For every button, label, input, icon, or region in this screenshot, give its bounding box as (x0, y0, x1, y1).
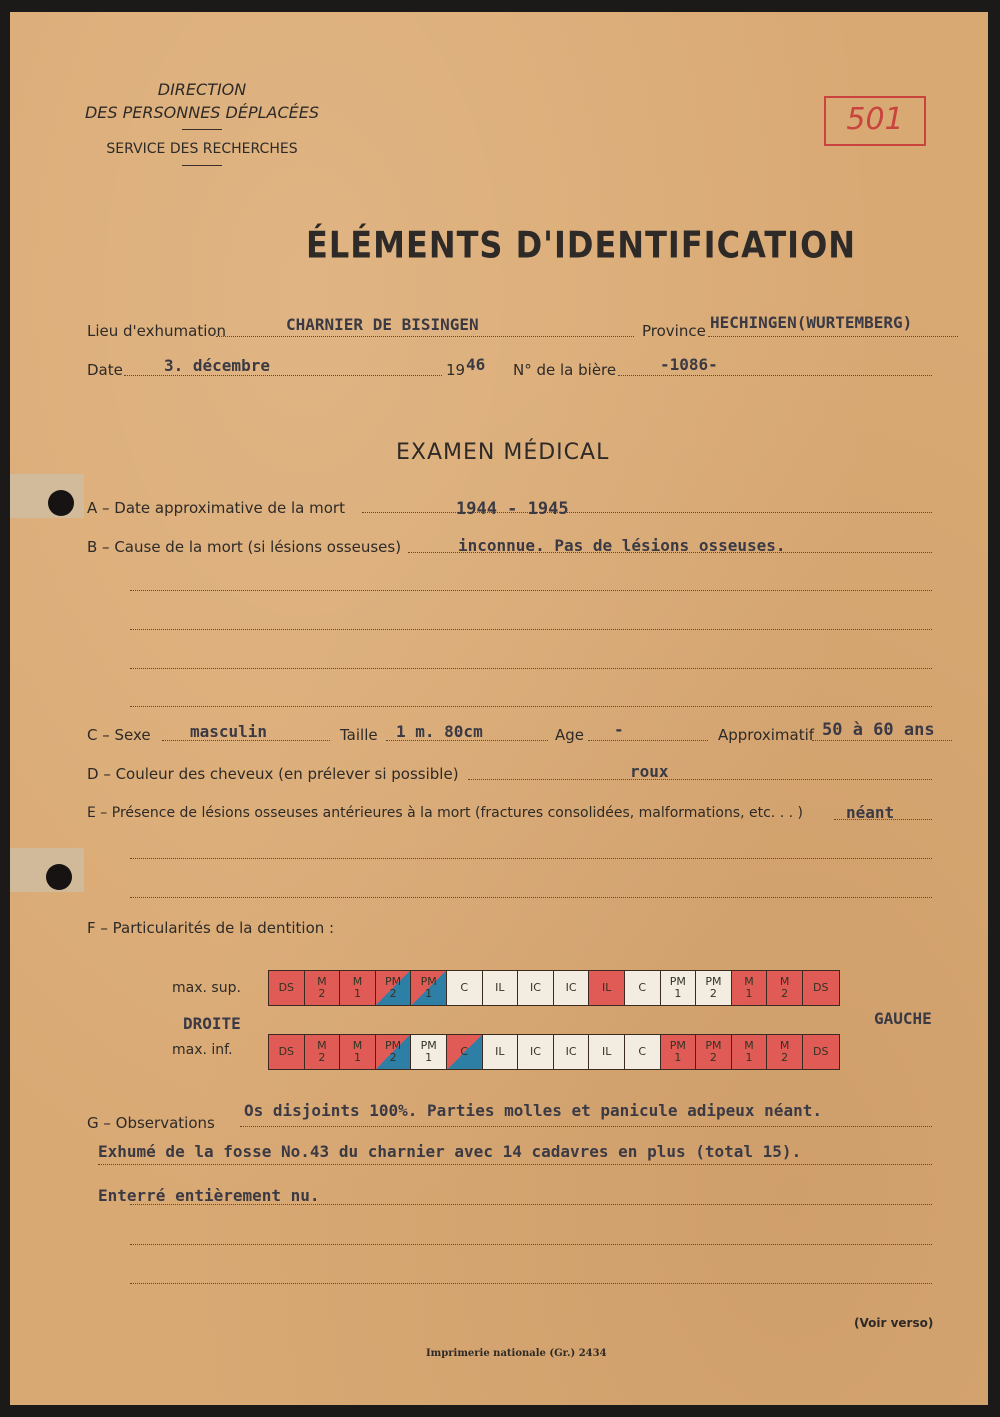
exam-d-label: D – Couleur des cheveux (en prélever si possible) (87, 765, 459, 783)
lower-tooth (376, 1035, 412, 1069)
approx-label: Approximatif (718, 726, 815, 744)
lower-tooth (661, 1035, 697, 1069)
observations-line1: Os disjoints 100%. Parties molles et panicule adipeux néant. (244, 1101, 822, 1120)
tooth-number: 1 (425, 1051, 433, 1064)
lower-tooth (625, 1035, 661, 1069)
taille-value: 1 m. 80cm (396, 722, 483, 741)
exam-e-value: néant (846, 803, 895, 822)
date-value: 3. décembre (164, 356, 270, 375)
age-value: - (614, 720, 624, 739)
exam-c-value: masculin (190, 722, 268, 741)
tooth-label: IC (565, 981, 577, 994)
lower-tooth (340, 1035, 376, 1069)
upper-tooth (554, 971, 590, 1005)
tooth-label: DS (812, 981, 829, 994)
upper-jaw-label: max. sup. (172, 980, 241, 996)
observations-line3: Enterré entièrement nu. (98, 1186, 320, 1205)
header-service: SERVICE DES RECHERCHES (106, 141, 298, 157)
exam-a-label: A – Date approximative de la mort (87, 499, 345, 517)
tooth-number: 1 (745, 987, 753, 1000)
tooth-label: C (460, 981, 469, 994)
lower-tooth (447, 1035, 483, 1069)
exam-b-label: B – Cause de la mort (si lésions osseuses) (87, 538, 402, 556)
punch-hole (48, 490, 74, 516)
upper-tooth (661, 971, 697, 1005)
tooth-label: PM (705, 975, 722, 988)
observations-line2: Exhumé de la fosse No.43 du charnier avec 14 cadavres en plus (total 15). (98, 1142, 802, 1161)
upper-tooth (767, 971, 803, 1005)
age-label: Age (555, 726, 585, 744)
tooth-label: M (744, 975, 754, 988)
tooth-label: M (352, 975, 363, 988)
tooth-label: IC (565, 1045, 577, 1058)
lower-tooth (483, 1035, 519, 1069)
tooth-label: PM (669, 975, 686, 988)
tooth-number: 1 (674, 987, 682, 1000)
upper-tooth (376, 971, 412, 1005)
year-value: 46 (466, 355, 486, 374)
droite-label: DROITE (183, 1014, 241, 1033)
lower-tooth (732, 1035, 768, 1069)
tooth-label: M (779, 975, 790, 988)
taille-label: Taille (340, 726, 378, 744)
upper-tooth (732, 971, 768, 1005)
tooth-label: IL (601, 1045, 612, 1058)
lower-tooth (518, 1035, 554, 1069)
exam-title: EXAMEN MÉDICAL (396, 440, 610, 465)
upper-tooth (625, 971, 661, 1005)
date-label: Date (87, 361, 123, 379)
exam-d-value: roux (630, 762, 669, 781)
exam-c-label: C – Sexe (87, 726, 151, 744)
upper-tooth (269, 971, 305, 1005)
tooth-label: IC (529, 1045, 541, 1058)
approx-value: 50 à 60 ans (822, 720, 935, 740)
lieu-value: CHARNIER DE BISINGEN (286, 315, 479, 334)
exam-b-value: inconnue. Pas de lésions osseuses. (458, 536, 786, 555)
tooth-label: C (460, 1045, 469, 1058)
tooth-number: 1 (745, 1051, 753, 1064)
header-direction: DIRECTION (157, 80, 247, 99)
tooth-label: DS (278, 1045, 295, 1058)
upper-tooth (447, 971, 483, 1005)
paper-tear (10, 474, 84, 518)
year-prefix: 19 (446, 361, 466, 379)
tooth-label: PM (385, 1039, 402, 1052)
observations-label: G – Observations (87, 1114, 215, 1132)
tooth-label: DS (278, 981, 295, 994)
lower-teeth-chart (268, 1034, 840, 1070)
tooth-label: IL (495, 1045, 505, 1058)
biere-value: -1086- (660, 355, 718, 374)
tooth-label: DS (812, 1045, 829, 1058)
biere-label: N° de la bière (513, 361, 617, 379)
tooth-number: 2 (389, 987, 397, 1000)
identification-form (10, 12, 988, 1405)
lower-tooth (696, 1035, 732, 1069)
punch-hole (46, 864, 72, 890)
province-value: HECHINGEN(WURTEMBERG) (710, 313, 913, 332)
imprimerie-footer: Imprimerie nationale (Gr.) 2434 (426, 1348, 607, 1359)
tooth-number: 2 (389, 1051, 397, 1064)
lower-tooth (589, 1035, 625, 1069)
tooth-number: 2 (709, 1051, 717, 1064)
tooth-number: 2 (781, 1051, 789, 1064)
upper-tooth (518, 971, 554, 1005)
tooth-label: M (317, 975, 327, 988)
lower-tooth (411, 1035, 447, 1069)
tooth-number: 2 (318, 987, 326, 1000)
tooth-number: 1 (674, 1051, 682, 1064)
tooth-label: PM (420, 975, 437, 988)
lower-tooth (269, 1035, 305, 1069)
tooth-number: 1 (425, 987, 433, 1000)
lower-tooth (803, 1035, 839, 1069)
tooth-label: M (352, 1039, 363, 1052)
tooth-number: 1 (353, 1051, 361, 1064)
upper-tooth (340, 971, 376, 1005)
exam-e-label: E – Présence de lésions osseuses antérieures à la mort (fractures consolidées, malformations, etc. . . ) (87, 805, 803, 821)
record-number-stamp: 501 (824, 96, 926, 146)
tooth-label: PM (705, 1039, 722, 1052)
upper-tooth (305, 971, 341, 1005)
header-divider (182, 129, 222, 130)
tooth-number: 2 (709, 987, 717, 1000)
province-label: Province (642, 322, 706, 340)
lower-tooth (554, 1035, 590, 1069)
lieu-label: Lieu d'exhumation (87, 322, 227, 340)
exam-a-value: 1944 - 1945 (456, 499, 569, 519)
lower-tooth (767, 1035, 803, 1069)
tooth-label: M (744, 1039, 754, 1052)
header-divider (182, 165, 222, 166)
upper-tooth (589, 971, 625, 1005)
tooth-label: PM (669, 1039, 686, 1052)
upper-teeth-chart (268, 970, 840, 1006)
voir-verso: (Voir verso) (854, 1316, 934, 1330)
tooth-label: IL (495, 981, 505, 994)
tooth-number: 2 (318, 1051, 326, 1064)
tooth-label: C (638, 981, 647, 994)
upper-tooth (696, 971, 732, 1005)
gauche-label: GAUCHE (874, 1009, 932, 1028)
tooth-label: M (317, 1039, 327, 1052)
tooth-number: 2 (781, 987, 789, 1000)
tooth-number: 1 (353, 987, 361, 1000)
lower-jaw-label: max. inf. (172, 1042, 233, 1058)
exam-f-label: F – Particularités de la dentition : (87, 919, 335, 937)
upper-tooth (803, 971, 839, 1005)
lower-tooth (305, 1035, 341, 1069)
header-direction-sub: DES PERSONNES DÉPLACÉES (84, 103, 320, 122)
page-title: ÉLÉMENTS D'IDENTIFICATION (306, 223, 857, 267)
upper-tooth (483, 971, 519, 1005)
tooth-label: PM (385, 975, 402, 988)
tooth-label: M (779, 1039, 790, 1052)
tooth-label: IL (601, 981, 612, 994)
tooth-label: C (638, 1045, 647, 1058)
upper-tooth (411, 971, 447, 1005)
tooth-label: PM (420, 1039, 437, 1052)
tooth-label: IC (529, 981, 541, 994)
